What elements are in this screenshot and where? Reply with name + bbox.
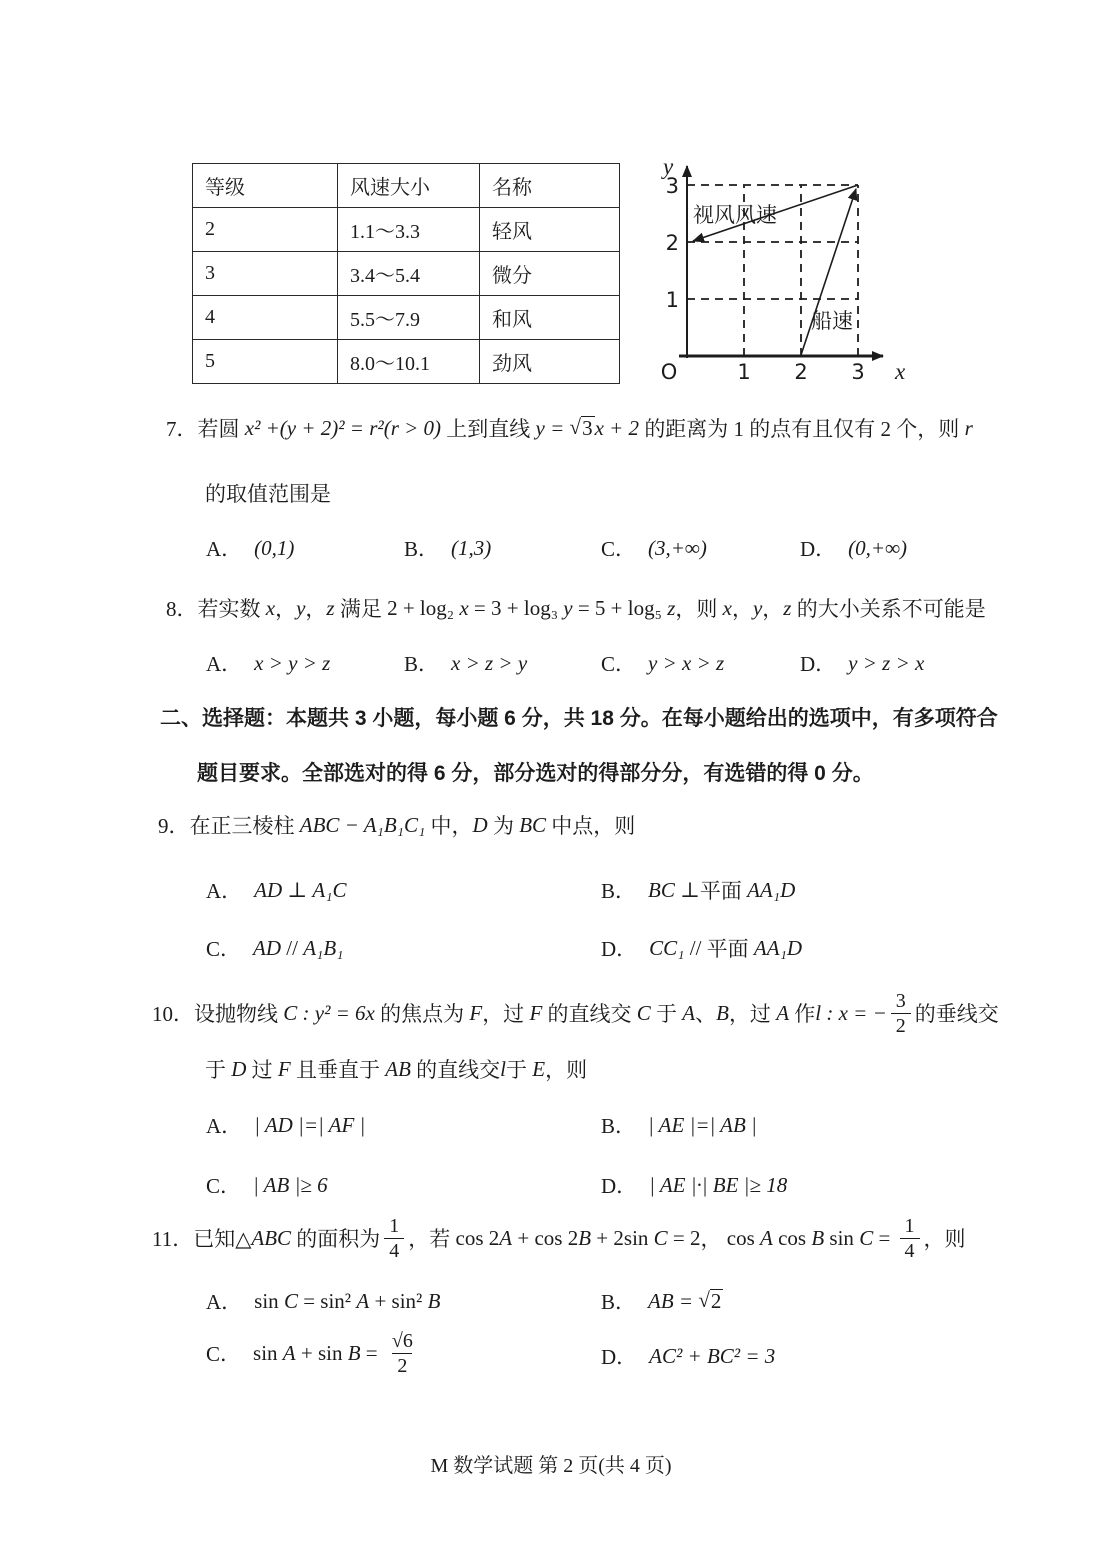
question-10-line-1: 10．设抛物线 C : y² = 6x 的焦点为 F ，过 F 的直线交 C 于 A 、 B ，过 A 作 l : x = − $\frac{3}{2}$ 的垂线交 xyxy=(152,989,999,1037)
q10-option-b xyxy=(601,1110,757,1140)
option-label: D． xyxy=(601,937,638,961)
q7-option-b xyxy=(404,533,491,563)
option-label: B． xyxy=(404,537,440,561)
option-label: D． xyxy=(800,652,837,676)
option-text: AD // A₁B₁ xyxy=(253,935,344,960)
wind-scale-table xyxy=(192,163,620,384)
cell-speed: 3.4～5.4 xyxy=(338,252,480,296)
option-text: CC₁ // 平面 AA₁D xyxy=(649,935,803,961)
y-tick-3: 3 xyxy=(665,174,679,198)
option-text: AB = √ 2 xyxy=(648,1288,722,1314)
option-text: (1,3) xyxy=(451,535,492,560)
q10-option-a xyxy=(206,1110,365,1140)
q9-option-b xyxy=(601,875,795,905)
option-label: B． xyxy=(601,1114,637,1138)
cell-level: 2 xyxy=(193,208,338,252)
question-9-line-1: 9．在正三棱柱 ABC − A₁B₁C₁ 中， D 为 BC 中点，则 xyxy=(158,812,636,838)
option-label: B． xyxy=(601,1290,637,1314)
option-text: sin A + sin B = √ 6 2 xyxy=(253,1329,413,1377)
question-10-line-2: 于 D 过 F 且垂直于 AB 的直线交 l 于 E ，则 xyxy=(205,1056,588,1082)
option-label: A． xyxy=(206,537,243,561)
option-text: | AE |=| AB | xyxy=(648,1112,757,1137)
option-label: D． xyxy=(601,1174,638,1198)
y-axis-label: y xyxy=(663,154,674,179)
q11-option-b xyxy=(601,1286,723,1316)
option-text: y > z > x xyxy=(848,650,925,675)
cell-name: 微分 xyxy=(480,252,620,296)
q10-option-c xyxy=(206,1170,328,1200)
y-tick-2: 2 xyxy=(665,231,679,255)
option-text: | AB |≥ 6 xyxy=(253,1172,328,1197)
page-footer: M 数学试题 第 2 页(共 4 页) xyxy=(430,1455,672,1477)
option-text: (0,+∞) xyxy=(848,535,908,560)
cell-level: 4 xyxy=(193,296,338,340)
option-label: B． xyxy=(404,652,440,676)
question-7-line-2: 的取值范围是 xyxy=(205,482,331,506)
header-level: 等级 xyxy=(193,164,338,208)
option-text: x > y > z xyxy=(254,650,331,675)
table-header-row xyxy=(193,164,620,208)
cell-speed: 1.1～3.3 xyxy=(338,208,480,252)
option-text: AC² + BC² = 3 xyxy=(649,1343,776,1368)
option-label: B． xyxy=(601,879,637,903)
boat-speed-label: 船速 xyxy=(811,309,853,333)
option-label: C． xyxy=(206,1342,242,1366)
option-text: y > x > z xyxy=(648,650,725,675)
option-text: (3,+∞) xyxy=(648,535,707,560)
table-row xyxy=(193,208,620,252)
q9-option-a xyxy=(206,875,347,905)
q9-option-d xyxy=(601,933,802,963)
q11-option-c xyxy=(206,1325,422,1381)
table-row xyxy=(193,252,620,296)
section-2-header-line-2: 题目要求。全部选对的得 6 分，部分选对的得部分分，有选错的得 0 分。 xyxy=(197,762,874,785)
x-tick-1: 1 xyxy=(737,360,751,384)
q8-option-d xyxy=(800,648,924,678)
q9-option-c xyxy=(206,933,343,963)
option-label: A． xyxy=(206,652,243,676)
question-11-line-1: 11．已知△ ABC 的面积为 $\frac{1}{4}$ ，若 cos 2 A + cos 2 B + 2sin C = 2 ， cos A cos B sin C = $\frac{1}{4}$ ，则 xyxy=(152,1214,966,1262)
apparent-wind-label: 视风风速 xyxy=(693,203,777,227)
option-label: C． xyxy=(601,652,637,676)
cell-level: 5 xyxy=(193,340,338,384)
cell-name: 和风 xyxy=(480,296,620,340)
option-text: AD ⊥ A₁C xyxy=(254,877,347,902)
q7-option-d xyxy=(800,533,907,563)
question-7-line-1: 7．若圆 x² +(y + 2)² = r²(r > 0) 上到直线 y = √ 3 x + 2 的距离为 1 的点有且仅有 2 个，则 r xyxy=(166,415,973,441)
x-axis-label: x xyxy=(895,359,906,384)
q8-option-a xyxy=(206,648,330,678)
origin-label: O xyxy=(660,360,678,384)
option-text: (0,1) xyxy=(254,535,295,560)
option-text: sin C = sin² A + sin² B xyxy=(254,1288,441,1313)
option-label: A． xyxy=(206,1290,243,1314)
section-2-header-line-1: 二、选择题：本题共 3 小题，每小题 6 分，共 18 分。在每小题给出的选项中，有多项符合 xyxy=(160,707,998,730)
cell-level: 3 xyxy=(193,252,338,296)
option-label: C． xyxy=(601,537,637,561)
option-label: A． xyxy=(206,1114,243,1138)
cell-name: 轻风 xyxy=(480,208,620,252)
y-tick-1: 1 xyxy=(665,288,679,312)
option-text: BC ⊥ 平面 AA₁D xyxy=(648,877,796,903)
cell-name: 劲风 xyxy=(480,340,620,384)
option-text: x > z > y xyxy=(451,650,528,675)
cell-speed: 5.5～7.9 xyxy=(338,296,480,340)
q7-option-c xyxy=(601,533,707,563)
q8-option-c xyxy=(601,648,724,678)
q11-option-d xyxy=(601,1341,775,1371)
option-text: | AD |=| AF | xyxy=(254,1112,366,1137)
table-row xyxy=(193,340,620,384)
header-speed: 风速大小 xyxy=(338,164,480,208)
option-text: | AE |·| BE |≥ 18 xyxy=(649,1172,788,1197)
option-label: D． xyxy=(800,537,837,561)
header-name: 名称 xyxy=(480,164,620,208)
q7-option-a xyxy=(206,533,294,563)
q11-option-a xyxy=(206,1286,440,1316)
q8-option-b xyxy=(404,648,527,678)
cell-speed: 8.0～10.1 xyxy=(338,340,480,384)
option-label: C． xyxy=(206,937,242,961)
option-label: D． xyxy=(601,1345,638,1369)
table-row xyxy=(193,296,620,340)
option-label: A． xyxy=(206,879,243,903)
q10-option-d xyxy=(601,1170,787,1200)
wind-vector-figure xyxy=(645,146,915,391)
option-label: C． xyxy=(206,1174,242,1198)
question-8-line-1: 8．若实数 x ， y ， z 满足 2 + log₂ x = 3 + log₃ y = 5 + log₅ z ，则 x ， y ， z 的大小关系不可能是 xyxy=(166,595,986,621)
x-tick-2: 2 xyxy=(794,360,808,384)
x-tick-3: 3 xyxy=(851,360,865,384)
